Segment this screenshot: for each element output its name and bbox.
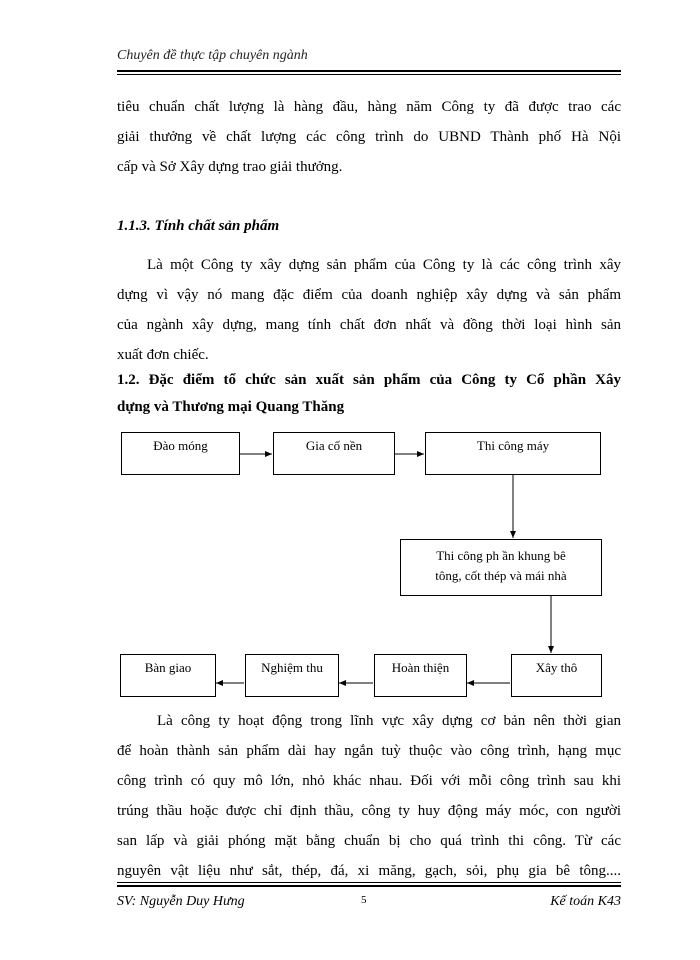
footer-class: Kế toán K43 (550, 894, 621, 909)
text-line: xuất đơn chiếc. (117, 347, 209, 363)
header-title: Chuyên đề thực tập chuyên ngành (117, 48, 308, 63)
flow-step-label: Gia cố nền (305, 438, 363, 453)
footer-rule-thin (117, 882, 621, 883)
footer-student: SV: Nguyễn Duy Hưng (117, 894, 245, 909)
flow-step-hoan-thien (374, 654, 467, 697)
page-number: 5 (361, 894, 367, 906)
flow-step-dao-mong (121, 432, 240, 475)
text-line: nguyên vật liệu như sắt, thép, đá, xi măng, gạch, sỏi, phụ gia bê tông.... (117, 863, 621, 879)
flow-step-label: Nghiệm thu (261, 660, 323, 675)
text-line: để hoàn thành sản phẩm dài hay ngắn tuỳ thuộc vào công trình, hạng mục (117, 743, 621, 759)
text-line: Là một Công ty xây dựng sản phẩm của Công ty là các công trình xây (147, 257, 621, 273)
flow-step-gia-co-nen (273, 432, 395, 475)
text-line: công trình có quy mô lớn, nhỏ khác nhau. Đối với mỗi công trình sau khi (117, 773, 621, 789)
flow-step-label: Hoàn thiện (391, 660, 450, 675)
flow-step-label: Đào móng (153, 438, 208, 453)
text-line: trúng thầu hoặc được chỉ định thầu, công ty huy động máy móc, con người (117, 803, 621, 819)
flow-step-label: Xây thô (535, 660, 578, 675)
text-line: của ngành xây dựng, mang tính chất đơn nhất và đồng thời loại hình sản (117, 317, 621, 333)
flow-step-label: tông, cốt thép và mái nhà (435, 568, 567, 583)
footer-rule-thick (117, 885, 621, 887)
section-heading-line: 1.2. Đặc điểm tổ chức sản xuất sản phẩm của Công ty Cổ phần Xây (117, 372, 621, 388)
text-line: dựng vì vậy nó mang đặc điểm của doanh nghiệp xây dựng và sản phẩm (117, 287, 621, 303)
flow-step-thi-cong-may (425, 432, 601, 475)
flow-step-label: Bàn giao (144, 660, 192, 675)
text-line: tiêu chuẩn chất lượng là hàng đầu, hàng năm Công ty đã được trao các (117, 99, 621, 115)
flow-step-nghiem-thu (245, 654, 339, 697)
text-line: cấp và Sở Xây dựng trao giải thưởng. (117, 159, 343, 175)
flow-step-thi-cong-phan-khung (400, 539, 602, 596)
text-line: san lấp và giải phóng mặt bằng chuẩn bị cho quá trình thi công. Từ các (117, 833, 621, 849)
body-paragraph (117, 706, 621, 886)
flow-step-label: Thi công ph ần khung bê (436, 548, 566, 563)
section-heading-line: dựng và Thương mại Quang Thăng (117, 399, 345, 415)
subsection-heading: 1.1.3. Tính chất sản phẩm (117, 218, 280, 234)
flow-step-label: Thi công máy (476, 438, 550, 453)
text-line: Là công ty hoạt động trong lĩnh vực xây dựng cơ bản nên thời gian (157, 713, 621, 729)
text-line: giải thưởng về chất lượng các công trình do UBND Thành phố Hà Nội (117, 129, 621, 145)
flow-step-xay-tho (511, 654, 602, 697)
flow-step-ban-giao (120, 654, 216, 697)
